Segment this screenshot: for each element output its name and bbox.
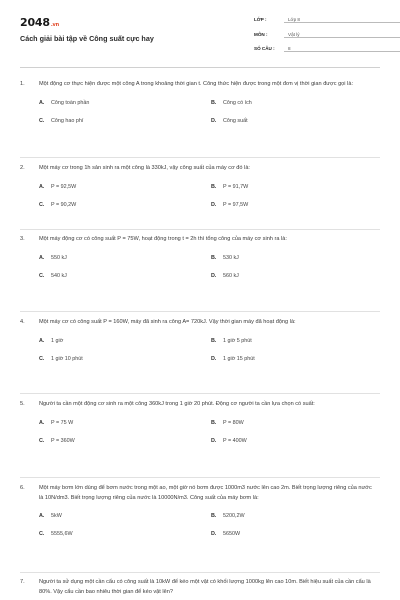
- question-stem: [20, 318, 380, 328]
- question-stem: [20, 164, 380, 174]
- meta-subject-value: Vật lý: [284, 32, 400, 38]
- answer-options: [20, 328, 380, 364]
- question-1: [20, 80, 380, 126]
- question-stem: [20, 235, 380, 245]
- option-d[interactable]: D. P = 400W: [211, 437, 247, 444]
- question-text: Người ta cần một động cơ sinh ra một công 360kJ trong 1 giờ 20 phút. Động cơ người ta cần lựa chọn có suất:: [39, 401, 315, 407]
- answer-options: [20, 503, 380, 539]
- question-divider: [20, 477, 380, 478]
- question-text: Người ta sử dụng một cần cẩu có công suất là 10kW để kéo một vật có khối lượng 1000kg lên cao 10m. Biết hiệu suất của cần cẩu là 80%. Vậy cẩu cần bao nhiêu thời gian để kéo vật lên?: [39, 579, 371, 595]
- question-stem: [20, 400, 380, 410]
- option-d[interactable]: D. 560 kJ: [211, 272, 239, 279]
- question-number: 5.: [20, 401, 25, 407]
- question-3: [20, 235, 380, 281]
- question-number: 1.: [20, 81, 25, 87]
- option-a[interactable]: A. 550 kJ: [39, 254, 67, 261]
- question-7: [20, 578, 380, 597]
- option-b[interactable]: B. 1 giờ 5 phút: [211, 337, 252, 344]
- option-a[interactable]: A. P = 75 W: [39, 419, 74, 426]
- answer-options: [20, 410, 380, 446]
- option-d[interactable]: D. 1 giờ 15 phút: [211, 355, 255, 362]
- question-number: 3.: [20, 236, 25, 242]
- question-5: [20, 400, 380, 446]
- question-text: Một máy động cơ có công suất P = 75W, hoạt động trong t = 2h thì tổng công của máy cơ sinh ra là:: [39, 236, 287, 242]
- question-2: [20, 164, 380, 210]
- option-c[interactable]: C. P = 90,2W: [39, 201, 77, 208]
- question-divider: [20, 157, 380, 158]
- option-d[interactable]: D. 5650W: [211, 531, 241, 538]
- option-c[interactable]: C. 5555,6W: [39, 531, 73, 538]
- option-b[interactable]: B. P = 91,7W: [211, 183, 249, 190]
- header-divider: [20, 67, 380, 68]
- option-b[interactable]: B. 5200,2W: [211, 513, 245, 520]
- meta-subject-label: MÔN :: [254, 32, 268, 37]
- page-title: Cách giải bài tập về Công suất cực hay: [20, 34, 154, 43]
- option-b[interactable]: B. 530 kJ: [211, 254, 239, 261]
- logo-text: 2048: [20, 16, 50, 29]
- worksheet-header: [0, 0, 400, 66]
- question-divider: [20, 393, 380, 394]
- option-b[interactable]: B. Công có ích: [211, 99, 252, 106]
- option-a[interactable]: A. P = 92,5W: [39, 183, 77, 190]
- question-number: 2.: [20, 165, 25, 171]
- meta-count: [254, 46, 400, 52]
- question-number: 7.: [20, 579, 25, 585]
- option-a[interactable]: A. 5kW: [39, 513, 62, 520]
- option-c[interactable]: C. 540 kJ: [39, 272, 67, 279]
- meta-subject: [254, 32, 400, 38]
- logo-suffix: .vn: [50, 22, 59, 28]
- option-c[interactable]: C. P = 360W: [39, 437, 75, 444]
- answer-options: [20, 90, 380, 126]
- option-b[interactable]: B. P = 80W: [211, 419, 244, 426]
- question-6: [20, 484, 380, 539]
- question-divider: [20, 229, 380, 230]
- meta-count-value: 8: [284, 46, 400, 52]
- option-d[interactable]: D. P = 97,5W: [211, 201, 249, 208]
- meta-count-label: SỐ CÂU :: [254, 46, 275, 51]
- meta-grade-value: Lớp 8: [284, 17, 400, 23]
- option-d[interactable]: D. Công suất: [211, 117, 248, 124]
- meta-grade: [254, 17, 400, 23]
- meta-grade-label: LỚP :: [254, 17, 267, 22]
- question-text: Một máy bơm lớn dùng để bơm nước trong một ao, một giờ nó bơm được 1000m3 nước lên cao 2m. Biết trọng lượng riêng của nước là 10N/dm3. Biết trọng lượng riêng của nước là 10000N/m3. Công suất của máy bơm là:: [39, 485, 372, 501]
- question-divider: [20, 311, 380, 312]
- site-logo[interactable]: [20, 16, 59, 29]
- option-c[interactable]: C. Công hao phí: [39, 117, 84, 124]
- answer-options: [20, 245, 380, 281]
- question-number: 6.: [20, 485, 25, 491]
- question-text: Một máy cơ có công suất P = 160W, máy đã sinh ra công A= 720kJ. Vậy thời gian máy đã hoạt động là:: [39, 319, 296, 325]
- question-4: [20, 318, 380, 364]
- question-number: 4.: [20, 319, 25, 325]
- question-text: Một động cơ thực hiện được một công A trong khoảng thời gian t. Công thức hiện được trong một đơn vị thời gian được gọi là:: [39, 81, 353, 87]
- option-c[interactable]: C. 1 giờ 10 phút: [39, 355, 83, 362]
- question-stem: [20, 484, 380, 503]
- option-a[interactable]: A. 1 giờ: [39, 337, 64, 344]
- option-a[interactable]: A. Công toàn phần: [39, 99, 90, 106]
- question-text: Một máy cơ trong 1h sản sinh ra một công là 330kJ, vậy công suất của máy cơ đó là:: [39, 165, 250, 171]
- question-divider: [20, 572, 380, 573]
- answer-options: [20, 174, 380, 210]
- question-stem: [20, 80, 380, 90]
- question-stem: [20, 578, 380, 597]
